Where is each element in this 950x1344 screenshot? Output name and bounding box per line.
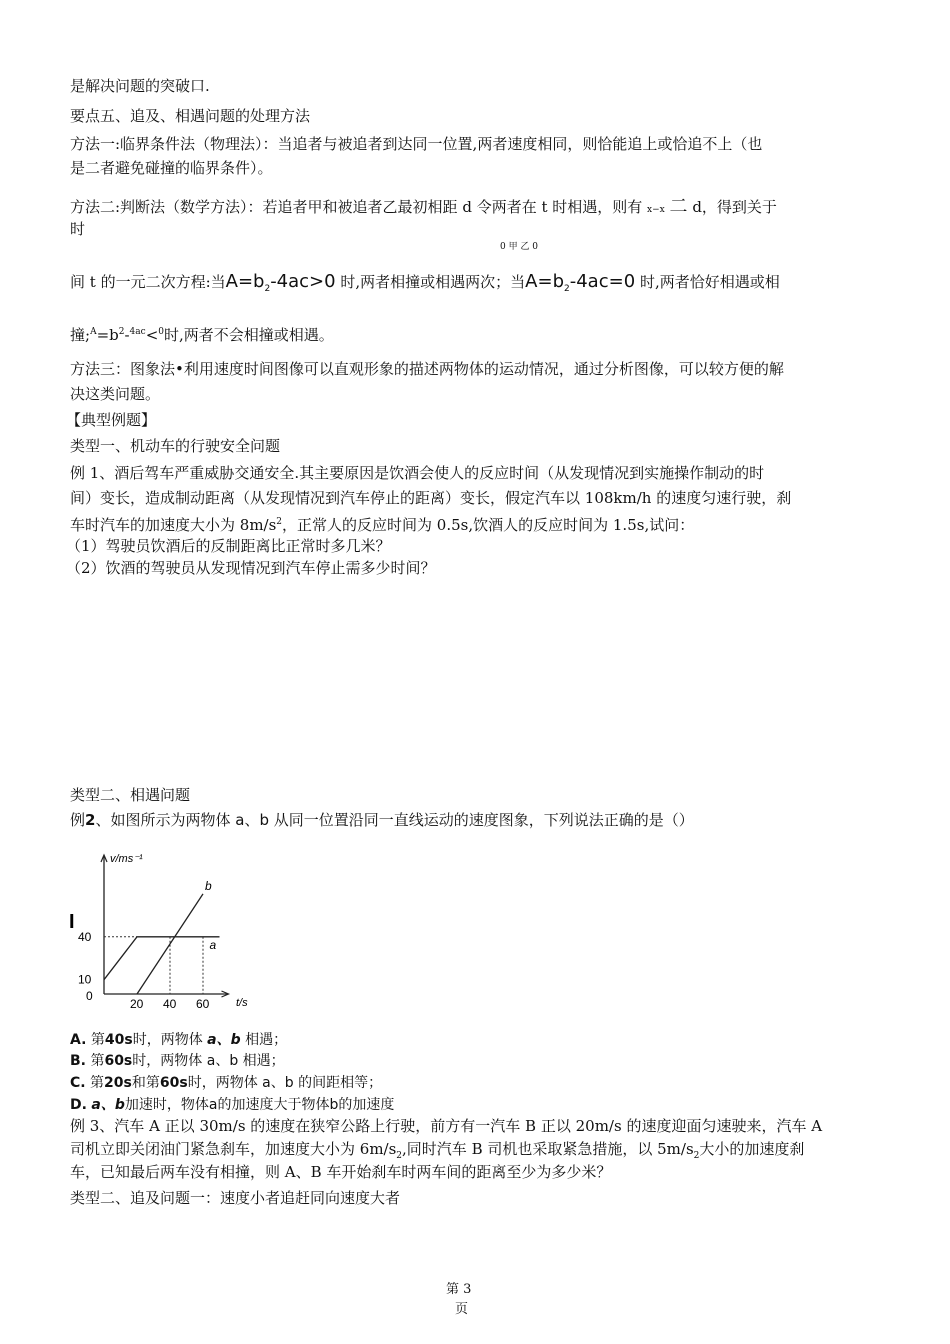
- velocity-time-chart: [70, 848, 260, 1016]
- text-span: ,同时汽车 B 司机也采取紧急措施，以 5m/s: [402, 1140, 694, 1158]
- x-tick-label: 40: [163, 997, 177, 1011]
- text-span: 间 t 的一元二次方程:当: [70, 273, 226, 291]
- text-line: 是二者避免碰撞的临界条件）。: [70, 159, 273, 177]
- formula: 0: [158, 327, 164, 337]
- text-span: 60s: [104, 1053, 133, 1069]
- option-c: [70, 1073, 382, 1093]
- text-span: 、如图所示为两物体: [95, 811, 231, 829]
- text-span: 第: [90, 1075, 105, 1091]
- text-span: 的间距相等；: [298, 1075, 383, 1091]
- text-span: a、b: [91, 1097, 125, 1113]
- text-span: 时,两者相撞或相遇两次；当: [340, 273, 526, 291]
- series-a-line: [104, 937, 220, 980]
- formula: 4ac: [129, 327, 146, 337]
- section-heading: 【典型例题】: [66, 411, 157, 429]
- formula: -: [124, 326, 130, 344]
- text-line: 时: [70, 220, 86, 238]
- section-heading: 类型二、相遇问题: [70, 786, 191, 804]
- formula: 2: [396, 1151, 403, 1161]
- text-span: a、b: [206, 1053, 239, 1069]
- text-span: 大小的加速度刹: [699, 1140, 805, 1158]
- text-span: 的加速度: [338, 1097, 395, 1113]
- option-b: [70, 1051, 285, 1071]
- text-line: 例 1、酒后驾车严重威胁交通安全.其主要原因是饮酒会使人的反应时间（从发现情况到实施操作制动的时: [70, 464, 765, 482]
- page-number-suffix: 页: [455, 1302, 469, 1317]
- text-span: 时,两者恰好相遇或相: [639, 273, 780, 291]
- text-line: 方法三：图象法•利用速度时间图像可以直观形象的描述两物体的运动情况，通过分析图像，可以较方便的解: [70, 360, 784, 378]
- formula: -4ac=0: [569, 271, 636, 292]
- formula: x−x: [647, 205, 665, 215]
- text-span: 相遇；: [245, 1032, 288, 1048]
- text-span: 第: [90, 1053, 105, 1069]
- text-line: [70, 512, 694, 535]
- text-span: 撞;: [70, 326, 91, 344]
- text-line: 例 3、汽车 A 正以 30m/s 的速度在狭窄公路上行驶，前方有一汽车 B 正以 20m/s 的速度迎面匀速驶来，汽车 A: [70, 1117, 823, 1135]
- text-span: 40s: [104, 1032, 133, 1048]
- text-span: 相遇；: [242, 1053, 285, 1069]
- text-span: 司机立即关闭油门紧急刹车，加速度大小为 6m/s: [70, 1140, 397, 1158]
- text-span: 时，两物体: [132, 1053, 203, 1069]
- x-axis-label: t/s: [236, 997, 248, 1009]
- formula: A=b: [225, 271, 265, 292]
- option-letter: B.: [70, 1053, 86, 1069]
- text-span: 时，两物体: [187, 1075, 258, 1091]
- text-span: 从同一位置沿同一直线运动的速度图象，下列说法正确的是（）: [273, 811, 694, 829]
- option-letter: A.: [70, 1032, 87, 1048]
- text-span: 2: [85, 811, 96, 829]
- x-tick-label: 20: [130, 997, 144, 1011]
- section-heading: 要点五、追及、相遇问题的处理方法: [70, 107, 311, 125]
- text-span: 车时汽车的加速度大小为 8m/s: [70, 516, 277, 534]
- text-span: 20s: [104, 1075, 132, 1091]
- text-span: 时，两物体: [132, 1032, 203, 1048]
- formula: A: [90, 327, 97, 337]
- formula: 2: [693, 1151, 700, 1161]
- section-heading: 类型二、追及问题一：速度小者追赶同向速度大者: [70, 1189, 401, 1207]
- text-line: 车，已知最后两车没有相撞，则 A、B 车开始刹车时两车间的距离至少为多少米？: [70, 1163, 612, 1181]
- text-span: d，得到关于: [692, 198, 777, 216]
- origin-label: 0: [86, 989, 93, 1003]
- formula: -4ac>0: [270, 271, 336, 292]
- page-number: 第 3: [446, 1282, 472, 1297]
- text-span: 60s: [159, 1075, 188, 1091]
- y-tick-label: 40: [78, 929, 92, 944]
- option-letter: D.: [70, 1097, 87, 1113]
- text-span: 第: [90, 1032, 105, 1048]
- y-axis-label: v/ms⁻¹: [110, 853, 143, 865]
- text-span: b: [329, 1097, 339, 1113]
- text-span: ，正常人的反应时间为 0.5s,饮酒人的反应时间为 1.5s,试问：: [282, 516, 695, 534]
- section-heading: 类型一、机动车的行驶安全问题: [70, 437, 281, 455]
- text-line: 是解决问题的突破口.: [70, 77, 210, 95]
- side-marker: I: [69, 911, 75, 933]
- series-b-line: [137, 894, 203, 994]
- text-line: 间）变长，造成制动距离（从发现情况到汽车停止的距离）变长，假定汽车以 108km/h 的速度匀速行驶，刹: [70, 489, 792, 507]
- text-line: [70, 810, 694, 830]
- formula: A=b: [525, 271, 564, 292]
- series-a-label: a: [209, 937, 217, 952]
- text-line: [70, 272, 780, 299]
- formula: 2: [276, 517, 283, 527]
- option-letter: C.: [70, 1075, 86, 1091]
- text-line: [70, 197, 777, 220]
- y-tick-label: 10: [78, 972, 92, 987]
- text-line: 方法一:临界条件法（物理法）：当追者与被追者到达同一位置,两者速度相同，则恰能追上或恰追不上（也: [70, 135, 763, 153]
- text-line: 决这类问题。: [70, 385, 161, 403]
- text-span: a: [208, 1097, 218, 1113]
- option-d: [70, 1095, 394, 1115]
- text-line: [70, 322, 334, 345]
- x-tick-label: 60: [196, 997, 210, 1011]
- formula: =b: [96, 326, 119, 344]
- text-span: a、b: [235, 811, 269, 829]
- series-b-label: b: [205, 878, 212, 893]
- text-span: 加速时，物体: [124, 1097, 209, 1113]
- text-span: a、b: [262, 1075, 294, 1091]
- formula: <: [145, 326, 159, 344]
- subscript-line: 0 甲 乙 0: [500, 242, 539, 252]
- formula: 二: [669, 196, 688, 217]
- question-item: （1）驾驶员饮酒后的反制距离比正常时多几米？: [66, 537, 391, 555]
- option-a: [70, 1030, 287, 1050]
- formula: 2: [264, 284, 271, 294]
- formula: 2: [564, 284, 570, 294]
- formula: 2: [118, 327, 125, 337]
- text-span: 方法二:判断法（数学方法）：若追者甲和被追者乙最初相距 d 令两者在 t 时相遇，则有: [70, 198, 643, 216]
- text-span: a、b: [207, 1032, 241, 1048]
- text-span: 例: [70, 811, 86, 829]
- text-span: 的加速度大于物体: [217, 1097, 330, 1113]
- text-span: 时,两者不会相撞或相遇。: [164, 326, 334, 344]
- text-span: 和第: [131, 1075, 160, 1091]
- question-item: （2）饮酒的驾驶员从发现情况到汽车停止需多少时间？: [66, 559, 436, 577]
